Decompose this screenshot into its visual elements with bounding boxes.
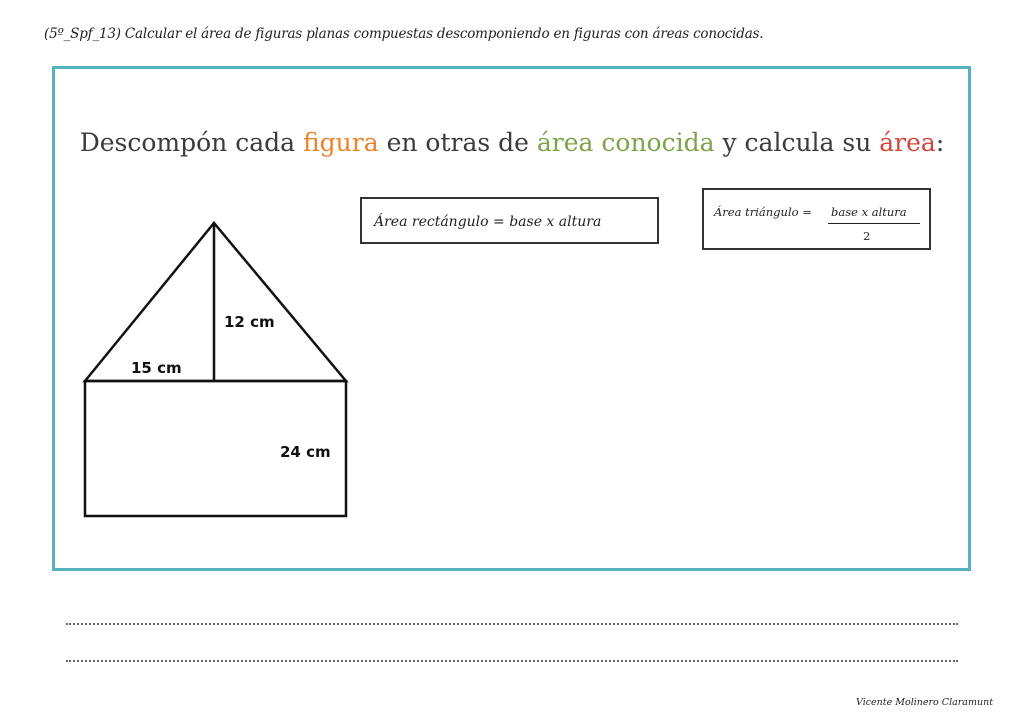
triangle-formula-label: Área triángulo = (714, 205, 812, 219)
title-word-area: área (879, 128, 936, 157)
half-base-label: 15 cm (131, 359, 182, 377)
title-text-3: y calcula su (714, 128, 880, 157)
triangle-formula-denominator: 2 (863, 229, 871, 243)
worksheet-header: (5º_Spf_13) Calcular el área de figuras planas compuestas descomponiendo en figuras con áreas conocidas. (44, 26, 764, 42)
title-word-figura: figura (303, 128, 379, 157)
rectangle-formula-text: Área rectángulo = base x altura (374, 214, 602, 230)
answer-line-2[interactable] (66, 660, 958, 662)
triangle-height-label: 12 cm (224, 313, 275, 331)
title-text-1: Descompón cada (79, 128, 303, 157)
title-word-area-conocida: área conocida (536, 128, 715, 157)
answer-line-1[interactable] (66, 623, 958, 625)
rectangle-height-label: 24 cm (280, 443, 331, 461)
title-text-2: en otras de (378, 128, 537, 157)
triangle-formula-numerator: base x altura (831, 205, 907, 219)
title-text-4: : (935, 128, 945, 157)
author-credit: Vicente Molinero Claramunt (856, 697, 994, 708)
triangle-shape (85, 223, 346, 381)
